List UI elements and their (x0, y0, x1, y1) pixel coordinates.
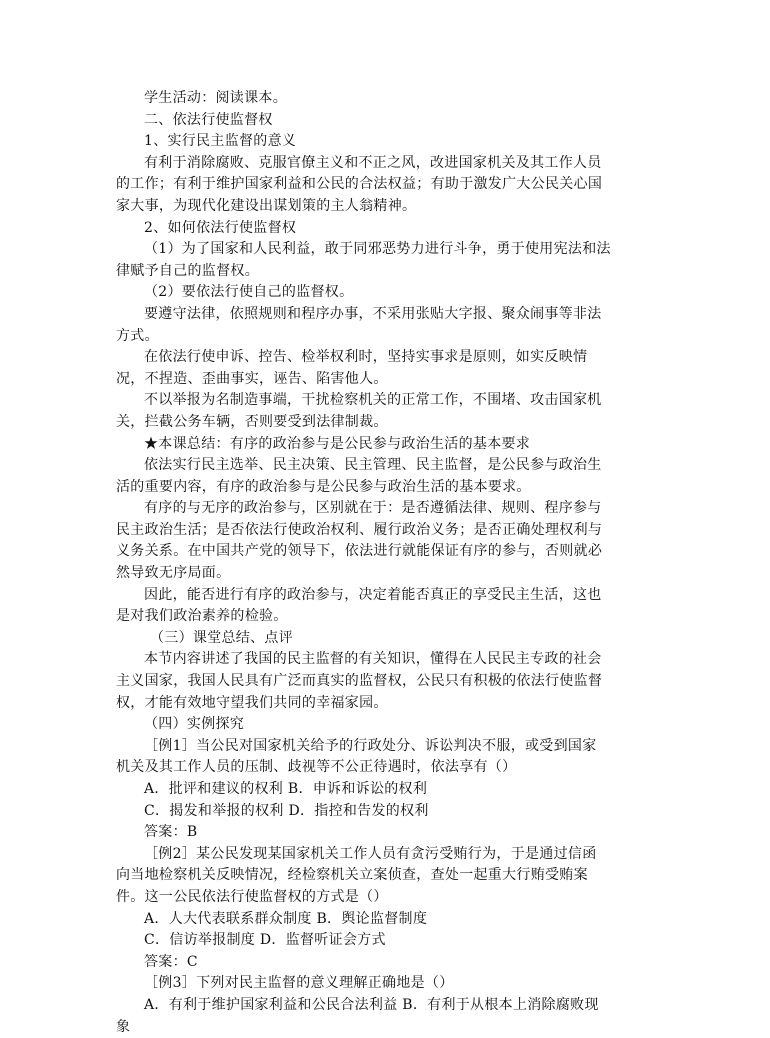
text-line: ［例2］某公民发现某国家机关工作人员有贪污受贿行为，于是通过信函 (144, 845, 597, 862)
text-line: 律赋予自己的监督权。 (116, 262, 259, 279)
text-line: 是对我们政治素养的检验。 (116, 608, 288, 625)
text-line: 权，才能有效地守望我们共同的幸福家园。 (116, 694, 388, 711)
text-line: A．批评和建议的权利 B．申诉和诉讼的权利 (144, 781, 428, 797)
text-line: （1）为了国家和人民利益，敢于同邪恶势力进行斗争，勇于使用宪法和法 (144, 241, 611, 258)
text-line: 1、实行民主监督的意义 (144, 133, 297, 150)
text-line: 二、依法行使监督权 (144, 111, 273, 128)
text-line: A．有利于维护国家利益和公民合法利益 B．有利于从根本上消除腐败现 (144, 996, 599, 1013)
text-line: 件。这一公民依法行使监督权的方式是（） (116, 888, 388, 905)
text-line: 的工作；有利于维护国家利益和公民的合法权益；有助于激发广大公民关心国 (116, 176, 603, 193)
text-line: 义务关系。在中国共产党的领导下，依法进行就能保证有序的参与，否则就必 (116, 543, 603, 560)
text-line: 答案：B (144, 824, 198, 841)
text-line: 2、如何依法行使监督权 (144, 219, 297, 236)
text-line: 在依法行使申诉、控告、检举权利时，坚持实事求是原则，如实反映情 (144, 349, 588, 366)
text-line: 学生活动：阅读课本。 (144, 90, 287, 106)
text-line: 况，不捏造、歪曲事实，诬告、陷害他人。 (116, 370, 388, 387)
text-line: 然导致无序局面。 (116, 565, 231, 582)
text-line: 主义国家，我国人民具有广泛而真实的监督权，公民只有积极的依法行使监督 (116, 673, 603, 690)
document-page (116, 88, 656, 1038)
text-line: 不以举报为名制造事端，干扰检察机关的正常工作，不围堵、攻击国家机 (144, 392, 602, 409)
text-line: 方式。 (116, 327, 159, 344)
text-line: A．人大代表联系群众制度 B．舆论监督制度 (144, 910, 428, 927)
text-line: 活的重要内容，有序的政治参与是公民参与政治生活的基本要求。 (116, 478, 531, 495)
text-line: 向当地检察机关反映情况，经检察机关立案侦查，查处一起重大行贿受贿案 (116, 867, 588, 884)
text-line: ★本课总结：有序的政治参与是公民参与政治生活的基本要求 (144, 435, 531, 452)
text-line: 答案：C (144, 953, 198, 970)
text-line: 家大事，为现代化建设出谋划策的主人翁精神。 (116, 197, 417, 214)
text-line: 象 (116, 1018, 131, 1035)
text-line: 民主政治生活；是否依法行使政治权利、履行政治义务；是否正确处理权利与 (116, 521, 603, 538)
text-line: C．揭发和举报的权利 D．指控和告发的权利 (144, 802, 429, 819)
text-line: ［例1］当公民对国家机关给予的行政处分、诉讼判决不服，或受到国家 (144, 737, 597, 754)
text-line: 本节内容讲述了我国的民主监督的有关知识，懂得在人民民主专政的社会 (144, 651, 602, 668)
text-line: 机关及其工作人员的压制、歧视等不公正待遇时，依法享有（） (116, 759, 517, 776)
text-line: ［例3］下列对民主监督的意义理解正确地是（） (144, 975, 454, 992)
text-line: （三）课堂总结、点评 (150, 629, 293, 646)
text-line: （2）要依法行使自己的监督权。 (144, 284, 354, 301)
text-line: 有序的与无序的政治参与，区别就在于：是否遵循法律、规则、程序参与 (144, 500, 602, 517)
text-line: 依法实行民主选举、民主决策、民主管理、民主监督，是公民参与政治生 (144, 457, 602, 474)
text-line: （四）实例探究 (144, 716, 245, 733)
text-line: 有利于消除腐败、克服官僚主义和不正之风，改进国家机关及其工作人员 (144, 154, 602, 171)
text-line: 因此，能否进行有序的政治参与，决定着能否真正的享受民主生活，这也 (144, 586, 602, 603)
text-line: 关，拦截公务车辆，否则要受到法律制裁。 (116, 413, 388, 430)
text-line: 要遵守法律，依照规则和程序办事，不采用张贴大字报、聚众闹事等非法 (144, 305, 602, 322)
text-line: C．信访举报制度 D．监督听证会方式 (144, 932, 386, 949)
